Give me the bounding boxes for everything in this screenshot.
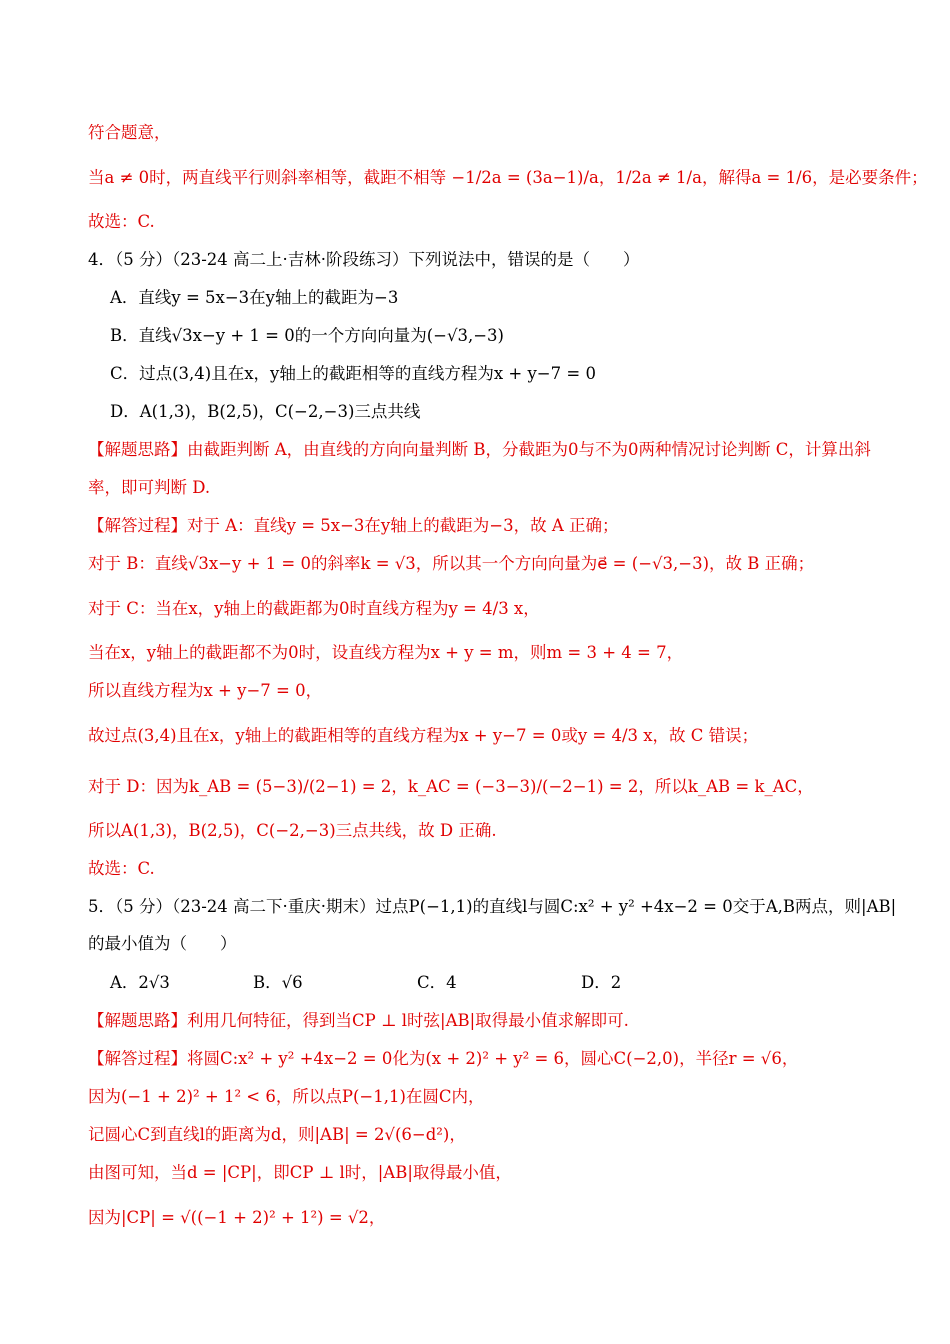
q5-solution-process: 【解答过程】将圆C:x² + y² +4x−2 = 0化为(x + 2)² + y² = 6，圆心C(−2,0)，半径r = √6， [88,1049,799,1068]
text-line: 故选：C. [88,212,155,231]
text-line: 的最小值为（ ） [88,934,237,953]
q4-option-a: A．直线y = 5x−3在y轴上的截距为−3 [110,288,399,307]
q5-option-a: A．2√3 [110,973,170,992]
q5-option-d: D．2 [581,973,622,992]
text-line: 当a ≠ 0时，两直线平行则斜率相等，截距不相等 −1/2a = (3a−1)/a，1/2a ≠ 1/a，解得a = 1/6，是必要条件； [88,168,928,187]
text-line: 因为|CP| = √((−1 + 2)² + 1²) = √2， [88,1208,386,1227]
q4-solution-idea: 【解题思路】由截距判断 A，由直线的方向向量判断 B，分截距为0与不为0两种情况讨论判断 C，计算出斜 [88,440,871,459]
text-line: 符合题意， [88,123,171,142]
q5-option-b: B．√6 [253,973,303,992]
text-line: 对于 D：因为k_AB = (5−3)/(2−1) = 2，k_AC = (−3−3)/(−2−1) = 2，所以k_AB = k_AC， [88,777,814,796]
text-line: 对于 C：当在x，y轴上的截距都为0时直线方程为y = 4/3 x， [88,599,540,618]
q4-option-c: C．过点(3,4)且在x，y轴上的截距相等的直线方程为x + y−7 = 0 [110,364,596,383]
text-line: 对于 B：直线√3x−y + 1 = 0的斜率k = √3，所以其一个方向向量为e⃗ = (−√3,−3)，故 B 正确； [88,554,815,573]
q4-option-b: B．直线√3x−y + 1 = 0的一个方向向量为(−√3,−3) [110,326,504,345]
q4-solution-process: 【解答过程】对于 A：直线y = 5x−3在y轴上的截距为−3，故 A 正确； [88,516,619,535]
text-line: 所以直线方程为x + y−7 = 0， [88,681,323,700]
text-line: 故过点(3,4)且在x，y轴上的截距相等的直线方程为x + y−7 = 0或y = 4/3 x，故 C 错误； [88,726,759,745]
text-line: 记圆心C到直线l的距离为d，则|AB| = 2√(6−d²)， [88,1125,466,1144]
question-5-stem: 5．（5 分）（23-24 高二下·重庆·期末）过点P(−1,1)的直线l与圆C:x² + y² +4x−2 = 0交于A,B两点，则|AB| [88,897,897,916]
question-4-stem: 4．（5 分）（23-24 高二上·吉林·阶段练习）下列说法中，错误的是（ ） [88,250,640,269]
text-line: 因为(−1 + 2)² + 1² < 6，所以点P(−1,1)在圆C内， [88,1087,485,1106]
text-line: 当在x，y轴上的截距都不为0时，设直线方程为x + y = m，则m = 3 + 4 = 7， [88,643,684,662]
q4-answer: 故选：C. [88,859,155,878]
text-line: 由图可知，当d = |CP|，即CP ⊥ l时，|AB|取得最小值， [88,1163,512,1182]
q5-solution-idea: 【解题思路】利用几何特征，得到当CP ⊥ l时弦|AB|取得最小值求解即可. [88,1011,629,1030]
q5-option-c: C．4 [417,973,457,992]
text-line: 率，即可判断 D. [88,478,211,497]
q4-option-d: D．A(1,3)，B(2,5)，C(−2,−3)三点共线 [110,402,421,421]
text-line: 所以A(1,3)，B(2,5)，C(−2,−3)三点共线，故 D 正确. [88,821,497,840]
